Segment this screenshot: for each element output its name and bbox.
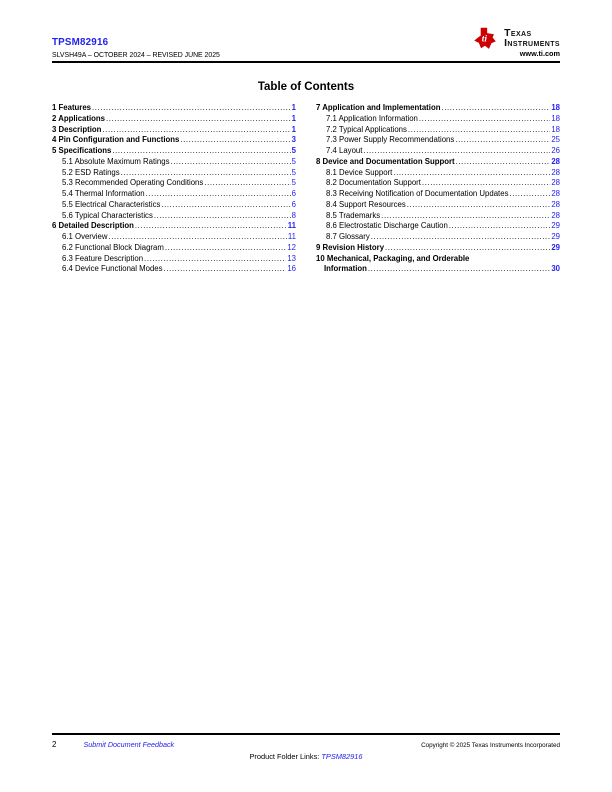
toc-entry[interactable] xyxy=(316,243,560,254)
doc-revision-info: SLVSH49A – OCTOBER 2024 – REVISED JUNE 2025 xyxy=(52,51,220,59)
toc-dot-leader xyxy=(441,103,550,114)
toc-entry[interactable] xyxy=(52,243,296,254)
toc-entry-label: 4 Pin Configuration and Functions xyxy=(52,135,180,145)
toc-entry[interactable] xyxy=(316,135,560,146)
toc-entry[interactable] xyxy=(52,157,296,168)
toc-dot-leader xyxy=(204,178,290,189)
toc-entry[interactable] xyxy=(316,232,560,243)
product-folder-label: Product Folder Links: xyxy=(249,752,322,761)
toc-dot-leader xyxy=(106,114,291,125)
toc-entry-page[interactable]: 6 xyxy=(291,199,296,209)
header-rule xyxy=(52,61,560,63)
toc-entry[interactable] xyxy=(52,146,296,157)
toc-dot-leader xyxy=(144,254,286,265)
footer-page-number: 2 xyxy=(52,740,57,749)
toc-entry-label: 8.4 Support Resources xyxy=(326,199,406,209)
toc-entry-label: 8.6 Electrostatic Discharge Caution xyxy=(326,221,448,231)
toc-entry-label: 6.3 Feature Description xyxy=(62,253,144,263)
toc-entry[interactable] xyxy=(52,264,296,275)
toc-entry-page[interactable]: 25 xyxy=(551,135,560,145)
toc-entry-label: 3 Description xyxy=(52,124,102,134)
toc-dot-leader xyxy=(509,189,550,200)
toc-dot-leader xyxy=(135,221,287,232)
toc-entry-label: Information xyxy=(324,264,367,274)
toc-dot-leader xyxy=(363,146,550,157)
toc-entry[interactable] xyxy=(52,178,296,189)
footer-line1 xyxy=(52,740,560,749)
toc-entry-label: 7.3 Power Supply Recommendations xyxy=(326,135,455,145)
toc-entry-page[interactable]: 5 xyxy=(291,156,296,166)
logo-texas: Texas xyxy=(504,27,532,39)
toc-dot-leader xyxy=(102,125,290,136)
toc-entry[interactable] xyxy=(52,103,296,114)
toc-entry-label: 5.4 Thermal Information xyxy=(62,189,145,198)
toc-entry[interactable] xyxy=(316,189,560,200)
toc-entry-page[interactable]: 30 xyxy=(551,264,560,274)
toc-entry-page[interactable]: 28 xyxy=(551,189,560,198)
toc-entry-label: 6.4 Device Functional Modes xyxy=(62,264,163,274)
website-link[interactable]: www.ti.com xyxy=(519,49,560,58)
toc-entry-page[interactable]: 1 xyxy=(291,113,296,123)
toc-entry-page[interactable]: 28 xyxy=(551,210,560,220)
toc-entry-page[interactable]: 26 xyxy=(551,146,560,155)
toc-column-left xyxy=(52,103,296,275)
toc-entry[interactable] xyxy=(52,125,296,136)
toc-dot-leader xyxy=(381,211,550,222)
toc-entry-page[interactable]: 6 xyxy=(291,189,296,198)
toc-entry-page[interactable]: 8 xyxy=(291,210,296,220)
toc-entry[interactable] xyxy=(52,232,296,243)
toc-entry-page[interactable]: 28 xyxy=(551,156,560,166)
toc-dot-leader xyxy=(164,264,287,275)
toc-dot-leader xyxy=(180,135,290,146)
toc-dot-leader xyxy=(407,200,551,211)
toc-entry-label: 8.1 Device Support xyxy=(326,167,393,177)
toc-entry[interactable] xyxy=(316,254,560,265)
logo-instruments: Instruments xyxy=(504,36,560,49)
toc-dot-leader xyxy=(419,114,550,125)
toc-entry-label: 5.6 Typical Characteristics xyxy=(62,210,153,220)
toc-entry-label: 5.5 Electrical Characteristics xyxy=(62,199,161,209)
toc-entry-label: 5.1 Absolute Maximum Ratings xyxy=(62,156,170,166)
toc-title: Table of Contents xyxy=(257,81,355,93)
toc-dot-leader xyxy=(449,221,551,232)
toc-dot-leader xyxy=(170,157,290,168)
toc-entry[interactable] xyxy=(52,211,296,222)
toc-entry-page[interactable]: 29 xyxy=(551,232,560,241)
toc-entry-label: 8.3 Receiving Notification of Documentation Updates xyxy=(326,189,509,198)
toc-entry[interactable] xyxy=(316,125,560,136)
toc-entry-label: 5.3 Recommended Operating Conditions xyxy=(62,178,204,188)
toc-entry[interactable] xyxy=(316,157,560,168)
toc-entry-label: 6.2 Functional Block Diagram xyxy=(62,242,164,252)
toc-entry-label: 2 Applications xyxy=(52,113,105,123)
toc-dot-leader xyxy=(112,146,290,157)
toc-entry[interactable] xyxy=(316,200,560,211)
toc-entry-label: 7.2 Typical Applications xyxy=(326,124,407,134)
toc-entry-page[interactable]: 1 xyxy=(291,103,296,112)
toc-entry-label: 9 Revision History xyxy=(316,242,385,252)
toc-entry[interactable] xyxy=(316,103,560,114)
toc-dot-leader xyxy=(165,243,286,254)
toc-dot-leader xyxy=(456,157,551,168)
toc-entry-page[interactable]: 18 xyxy=(551,103,560,112)
toc-entry[interactable] xyxy=(52,254,296,265)
toc-dot-leader xyxy=(422,178,550,189)
toc-dot-leader xyxy=(121,168,291,179)
copyright-text: Copyright © 2025 Texas Instruments Incorporated xyxy=(421,742,560,749)
toc-entry[interactable] xyxy=(52,189,296,200)
toc-entry-label: 8.7 Glossary xyxy=(326,232,370,241)
part-number-link[interactable]: TPSM82916 xyxy=(52,37,109,48)
footer-rule xyxy=(52,733,560,735)
toc-dot-leader xyxy=(154,211,291,222)
toc-entry-label: 5.2 ESD Ratings xyxy=(62,167,120,177)
toc-entry-page[interactable]: 29 xyxy=(551,221,560,231)
toc-entry-page[interactable]: 5 xyxy=(291,146,296,155)
toc-entry-label: 8.5 Trademarks xyxy=(326,210,381,220)
toc-column-right xyxy=(316,103,560,275)
table-of-contents xyxy=(52,103,560,275)
toc-entry[interactable] xyxy=(316,168,560,179)
toc-dot-leader xyxy=(161,200,290,211)
toc-entry-label: 8.2 Documentation Support xyxy=(326,178,421,188)
toc-dot-leader xyxy=(455,135,550,146)
toc-entry[interactable] xyxy=(52,114,296,125)
toc-entry-label: 6.1 Overview xyxy=(62,232,108,241)
product-folder-link[interactable]: TPSM82916 xyxy=(321,752,363,761)
toc-entry-page[interactable]: 28 xyxy=(551,199,560,209)
toc-entry-page[interactable]: 13 xyxy=(287,253,296,263)
toc-dot-leader xyxy=(109,232,287,243)
toc-entry-label: 1 Features xyxy=(52,103,92,112)
toc-entry-page[interactable]: 12 xyxy=(287,242,296,252)
ti-logo-wordmark xyxy=(504,27,560,48)
submit-feedback-link[interactable]: Submit Document Feedback xyxy=(83,740,175,749)
product-folder-links xyxy=(0,752,612,761)
toc-dot-leader xyxy=(371,232,551,243)
toc-entry[interactable] xyxy=(52,168,296,179)
toc-dot-leader xyxy=(408,125,550,136)
svg-text:ti: ti xyxy=(481,34,488,45)
toc-entry-page[interactable]: 18 xyxy=(551,124,560,134)
ti-logo xyxy=(470,27,560,50)
toc-dot-leader xyxy=(146,189,291,200)
toc-entry-page[interactable]: 28 xyxy=(551,167,560,177)
toc-entry-label: 7.4 Layout xyxy=(326,146,363,155)
toc-entry-page[interactable]: 18 xyxy=(551,113,560,123)
toc-entry-label: 7.1 Application Information xyxy=(326,113,418,123)
toc-entry-page[interactable]: 3 xyxy=(291,135,296,145)
toc-entry[interactable] xyxy=(316,146,560,157)
toc-entry-page[interactable]: 29 xyxy=(551,242,560,252)
toc-entry-page[interactable]: 1 xyxy=(291,124,296,134)
toc-entry-continuation[interactable] xyxy=(316,264,560,275)
toc-entry-page[interactable]: 28 xyxy=(551,178,560,188)
toc-dot-leader xyxy=(393,168,550,179)
toc-entry-page[interactable]: 11 xyxy=(287,221,296,231)
toc-entry[interactable] xyxy=(316,221,560,232)
toc-entry-label: 7 Application and Implementation xyxy=(316,103,441,112)
toc-entry-label: 5 Specifications xyxy=(52,146,112,155)
toc-entry[interactable] xyxy=(316,178,560,189)
toc-entry-page[interactable]: 5 xyxy=(291,167,296,177)
toc-entry-page[interactable]: 5 xyxy=(291,178,296,188)
toc-entry-page[interactable]: 16 xyxy=(287,264,296,274)
toc-entry[interactable] xyxy=(316,211,560,222)
toc-entry-label: 10 Mechanical, Packaging, and Orderable xyxy=(316,253,470,263)
toc-entry-page[interactable]: 11 xyxy=(287,232,296,241)
toc-entry[interactable] xyxy=(52,200,296,211)
ti-bug-icon xyxy=(470,27,500,50)
toc-entry[interactable] xyxy=(316,114,560,125)
toc-entry-label: 8 Device and Documentation Support xyxy=(316,156,455,166)
toc-entry[interactable] xyxy=(52,135,296,146)
toc-dot-leader xyxy=(385,243,550,254)
toc-entry-label: 6 Detailed Description xyxy=(52,221,134,231)
toc-entry[interactable] xyxy=(52,221,296,232)
page-header-left xyxy=(52,37,220,59)
toc-dot-leader xyxy=(92,103,291,114)
toc-dot-leader xyxy=(368,264,550,275)
